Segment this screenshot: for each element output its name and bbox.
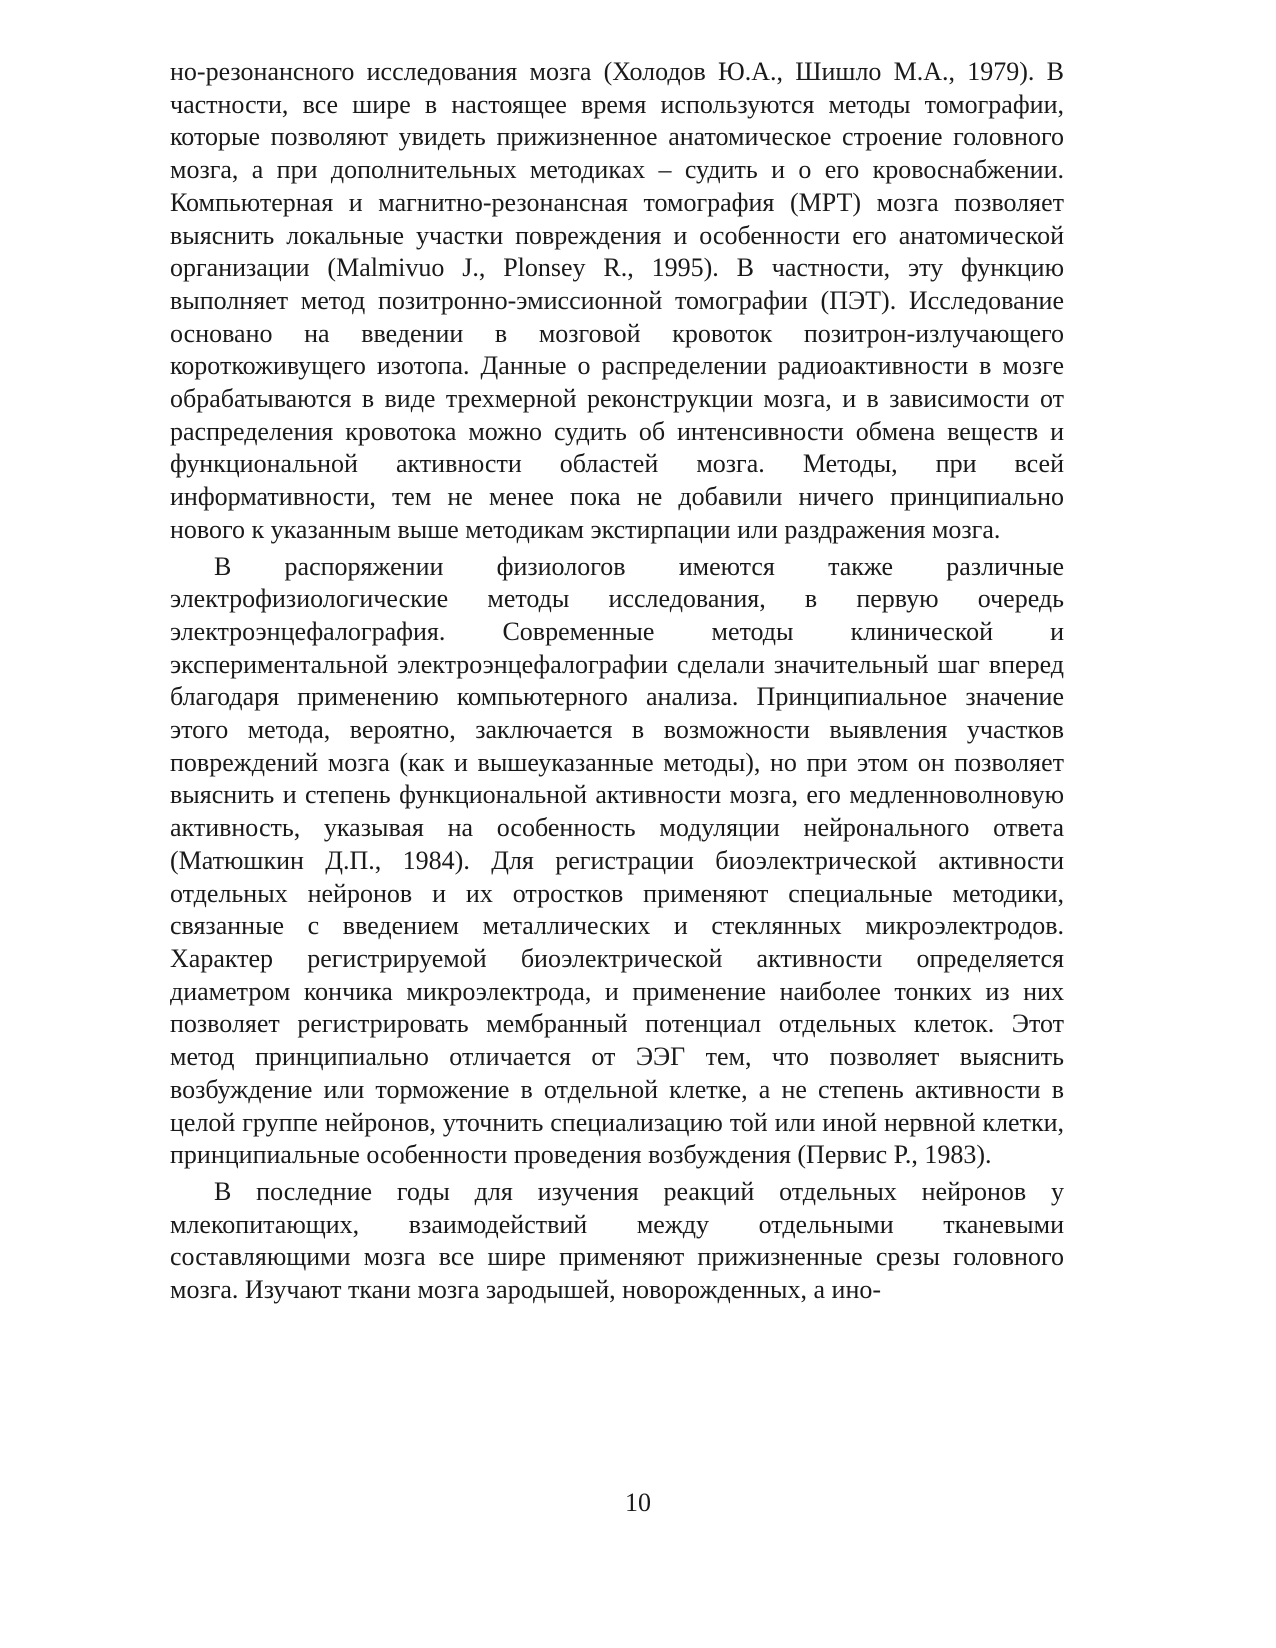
page-number: 10 — [625, 1488, 651, 1517]
paragraph-1: но-резонансного исследования мозга (Холодов Ю.А., Шишло М.А., 1979). В частности, все шире в настоящее время используются методы томографии, которые позволяют увидеть прижизненное анатомическое строение головного мозга, а при дополнительных методиках – судить и о его кровоснабжении. Компьютерная и магнитно-резонансная томография (МРТ) мозга позволяет выяснить локальные участки повреждения и особенности его анатомической организации (Malmivuo J., Plonsey R., 1995). В частности, эту функцию выполняет метод позитронно-эмиссионной томографии (ПЭТ). Исследование основано на введении в мозговой кровоток позитрон-излучающего короткоживущего изотопа. Данные о распределении радиоактивности в мозге обрабатываются в виде трехмерной реконструкции мозга, и в зависимости от распределения кровотока можно судить об интенсивности обмена веществ и функциональной активности областей мозга. Методы, при всей информативности, тем не менее пока не добавили ничего принципиально нового к указанным выше методикам экстирпации или раздражения мозга. — [170, 57, 1064, 544]
page-body — [170, 56, 1064, 1307]
paragraph-2: В распоряжении физиологов имеются также различные электрофизиологические методы исследования, в первую очередь электроэнцефалография. Современные методы клинической и экспериментальной электроэнцефалографии сделали значительный шаг вперед благодаря применению компьютерного анализа. Принципиальное значение этого метода, вероятно, заключается в возможности выявления участков повреждений мозга (как и вышеуказанные методы), но при этом он позволяет выяснить и степень функциональной активности мозга, его медленноволновую активность, указывая на особенность модуляции нейронального ответа (Матюшкин Д.П., 1984). Для регистрации биоэлектрической активности отдельных нейронов и их отростков применяют специальные методики, связанные с введением металлических и стеклянных микроэлектродов. Характер регистрируемой биоэлектрической активности определяется диаметром кончика микроэлектрода, и применение наиболее тонких из них позволяет регистрировать мембранный потенциал отдельных клеток. Этот метод принципиально отличается от ЭЭГ тем, что позволяет выяснить возбуждение или торможение в отдельной клетке, а не степень активности в целой группе нейронов, уточнить специализацию той или иной нервной клетки, принципиальные особенности проведения возбуждения (Первис Р., 1983). — [170, 551, 1064, 1170]
paragraph-3: В последние годы для изучения реакций отдельных нейронов у млекопитающих, взаимодействий между отдельными тканевыми составляющими мозга все шире применяют прижизненные срезы головного мозга. Изучают ткани мозга зародышей, новорожденных, а ино- — [170, 1176, 1064, 1305]
